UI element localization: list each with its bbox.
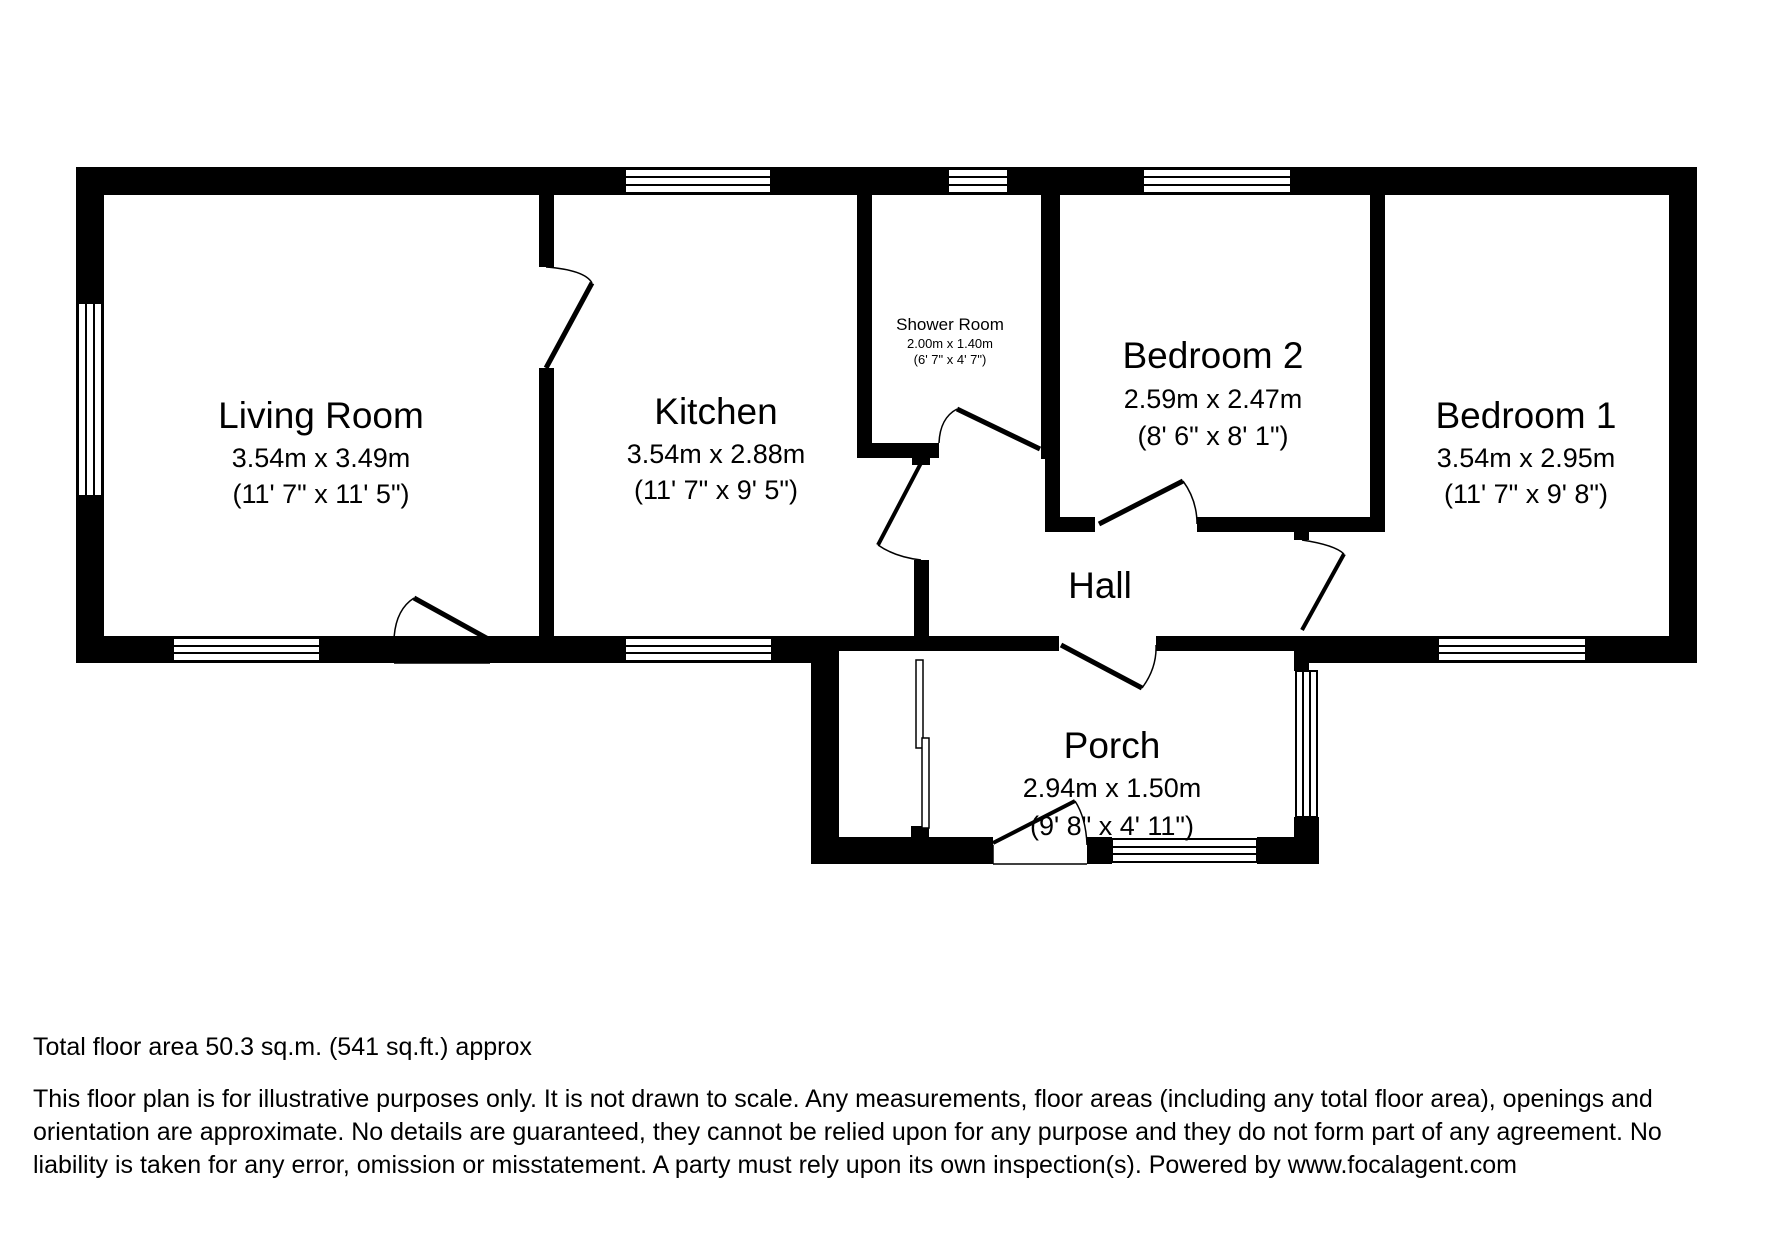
- window-living-bottom: [173, 638, 320, 661]
- bedroom1-name: Bedroom 1: [1435, 395, 1617, 436]
- wall-shower-left: [857, 195, 872, 457]
- window-bedroom1-bottom: [1438, 638, 1586, 661]
- wall-bottom-hall: [811, 636, 1059, 651]
- shower-room-name: Shower Room: [896, 315, 1004, 334]
- porch-name: Porch: [1063, 725, 1161, 766]
- shower-room-metric: 2.00m x 1.40m: [907, 336, 993, 351]
- window-porch-right: [1296, 671, 1317, 817]
- window-bedroom2-top: [1143, 169, 1291, 193]
- wall-living-kitchen-upper: [539, 195, 554, 267]
- bedroom1-metric: 3.54m x 2.95m: [1436, 443, 1616, 473]
- window-kitchen-bottom: [625, 638, 772, 661]
- hall-name: Hall: [1068, 565, 1132, 606]
- window-porch-bottom: [1112, 839, 1257, 862]
- bedroom2-metric: 2.59m x 2.47m: [1123, 384, 1303, 414]
- bedroom2-imperial: (8' 6" x 8' 1"): [1137, 421, 1289, 451]
- wall-living-kitchen-lower: [539, 368, 554, 636]
- shower-room-imperial: (6' 7" x 4' 7"): [913, 352, 987, 367]
- porch-imperial: (9' 8" x 4' 11"): [1029, 811, 1195, 841]
- disclaimer-text: This floor plan is for illustrative purposes only. It is not drawn to scale. Any measurements, floor areas (including any total floor area), openings and orientation are approximate. No details are guaranteed, they cannot be relied upon for any purpose and they do not form part of any agreement. No liability is taken for any error, omission or misstatement. A party must rely upon its own inspection(s). Powered by www.focalagent.com: [33, 1085, 1662, 1179]
- wall-porch-right-upper: [1294, 651, 1309, 671]
- wall-bed2-right: [1370, 195, 1385, 532]
- total-floor-area: Total floor area 50.3 sq.m. (541 sq.ft.) approx: [33, 1033, 532, 1061]
- walls: [76, 167, 1697, 864]
- kitchen-imperial: (11' 7" x 9' 5"): [633, 475, 799, 505]
- window-shower-top: [948, 169, 1008, 193]
- kitchen-metric: 3.54m x 2.88m: [626, 439, 806, 469]
- porch-metric: 2.94m x 1.50m: [1022, 773, 1202, 803]
- kitchen-name: Kitchen: [654, 391, 778, 432]
- wall-bottom-hall-right: [1156, 636, 1296, 651]
- door-bedroom2: [1099, 481, 1197, 524]
- wall-bed2-bottom-right: [1197, 517, 1383, 532]
- wall-top: [76, 167, 1697, 195]
- wall-porch-bottom-mid: [1087, 837, 1112, 864]
- door-shower: [939, 409, 1040, 449]
- window-living-left: [78, 303, 102, 496]
- window-kitchen-top: [625, 169, 771, 193]
- wall-bed1-stub: [1294, 530, 1309, 540]
- door-porch-sliding: [916, 660, 929, 828]
- door-living-kitchen: [546, 267, 592, 368]
- wall-bed2-left: [1045, 195, 1060, 530]
- bedroom2-name: Bedroom 2: [1122, 335, 1304, 376]
- wall-bed2-bottom-left: [1045, 517, 1095, 532]
- wall-porch-left: [811, 651, 839, 864]
- wall-porch-bottom-left: [811, 837, 993, 864]
- wall-right: [1669, 167, 1697, 663]
- wall-hall-kitchen: [914, 560, 929, 645]
- living-room-imperial: (11' 7" x 11' 5"): [232, 479, 410, 509]
- living-room-metric: 3.54m x 3.49m: [231, 443, 411, 473]
- door-hall-porch: [1061, 645, 1156, 688]
- door-bedroom1: [1302, 540, 1344, 630]
- bedroom1-imperial: (11' 7" x 9' 8"): [1443, 479, 1609, 509]
- door-kitchen-hall: [878, 463, 921, 560]
- wall-porch-right: [1294, 817, 1319, 864]
- living-room-name: Living Room: [218, 395, 424, 436]
